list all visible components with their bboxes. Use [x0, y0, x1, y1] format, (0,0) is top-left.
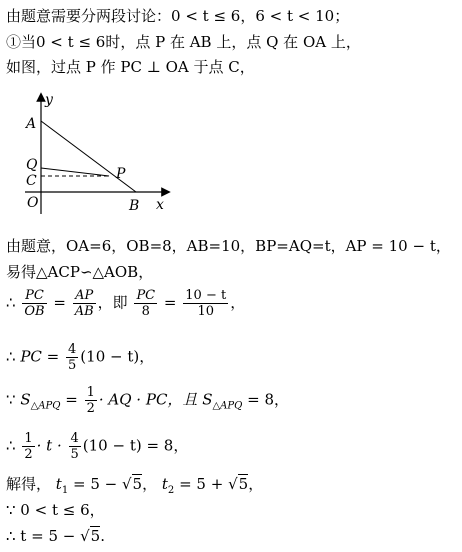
- fraction-4-5-b: $\frac{4}{5}$: [70, 431, 79, 462]
- label-c: C: [26, 173, 37, 189]
- fraction-1-2: $\frac{1}{2}$: [86, 385, 95, 416]
- label-x: x: [156, 197, 164, 213]
- fraction-1-2-b: $\frac{1}{2}$: [24, 431, 33, 462]
- fraction-4-5: $\frac{4}{5}$: [68, 342, 77, 373]
- line-6: ∴ $\frac{PC}{OB}$ = $\frac{AP}{AB}$ ，即 $\frac{PC}{8}$ = $\frac{10 - t}{10}$ ，: [6, 288, 246, 319]
- sqrt-5-b: 5: [238, 475, 249, 493]
- geometry-diagram: [20, 92, 180, 217]
- sqrt-5-a: 5: [132, 475, 143, 493]
- label-p: P: [116, 166, 126, 182]
- fraction-pc-ob: $\frac{PC}{OB}$: [24, 288, 45, 319]
- line-11: ∵ 0 < t ≤ 6，: [6, 501, 105, 519]
- fraction-10-t: $\frac{10 - t}{10}$: [185, 288, 227, 319]
- fraction-ap-ab: $\frac{AP}{AB}$: [74, 288, 94, 319]
- line-9: ∴ $\frac{1}{2}$ · t · $\frac{4}{5}$ (10 − t) = 8，: [6, 431, 189, 462]
- line-4: 由题意，OA=6，OB=8，AB=10，BP=AQ=t，AP = 10 − t，: [6, 237, 451, 255]
- line-5: 易得△ACP∽△AOB，: [6, 263, 154, 281]
- label-a: A: [26, 116, 37, 132]
- label-y: y: [45, 92, 53, 108]
- line-7: ∴ PC = $\frac{4}{5}$ (10 − t)，: [6, 342, 155, 373]
- line-2: ①当0 < t ≤ 6时，点 P 在 AB 上，点 Q 在 OA 上，: [6, 33, 361, 51]
- segment-qp: [41, 168, 109, 176]
- therefore-symbol: ∴: [6, 293, 16, 312]
- line-1: 由题意需要分两段讨论：0 < t ≤ 6，6 < t < 10；: [6, 7, 350, 25]
- fraction-pc-8: $\frac{PC}{8}$: [136, 288, 156, 319]
- line-3: 如图，过点 P 作 PC ⊥ OA 于点 C，: [6, 58, 255, 76]
- label-b: B: [129, 198, 140, 214]
- label-o: O: [27, 195, 39, 211]
- line-10: 解得， $t_1 = 5 - √5$， $t_2 = 5 + √5$，: [6, 475, 264, 496]
- label-q: Q: [26, 157, 38, 173]
- line-12: ∴ t = 5 − √5.: [6, 527, 105, 545]
- line-8: ∵ $S_{\triangle APQ}$ = $\frac{1}{2}$ · AQ · PC，且 $S_{\triangle APQ} = 8$，: [6, 385, 289, 416]
- sqrt-5-c: 5: [90, 527, 101, 545]
